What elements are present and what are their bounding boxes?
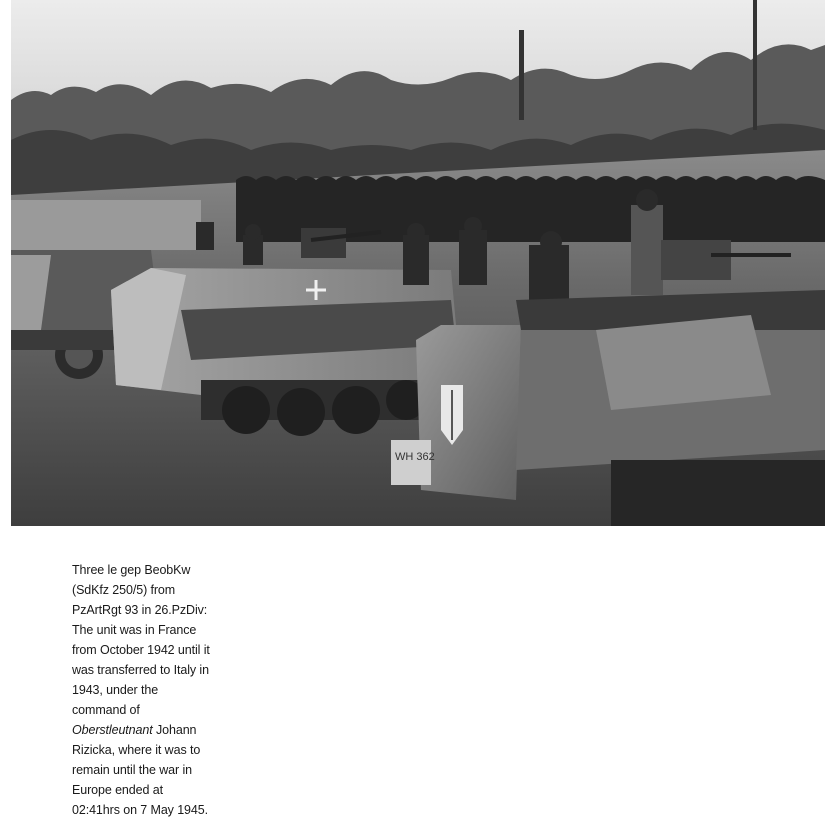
caption-text-end: Johann Rizicka, where it was to remain until the war in Europe ended at 02:41hrs on 7 May 1945. [72, 723, 208, 817]
photo-scene [11, 0, 825, 526]
photograph-halftracks [11, 0, 825, 526]
caption-text-start: Three le gep BeobKw (SdKfz 250/5) from PzArtRgt 93 in 26.PzDiv: The unit was in France from October 1942 until it was transferred to Italy in 1943, under the command of [72, 563, 210, 717]
caption-rank-italic: Oberstleutnant [72, 723, 153, 737]
photo-caption [72, 560, 212, 820]
vehicle-plate: WH 362 [395, 451, 435, 463]
